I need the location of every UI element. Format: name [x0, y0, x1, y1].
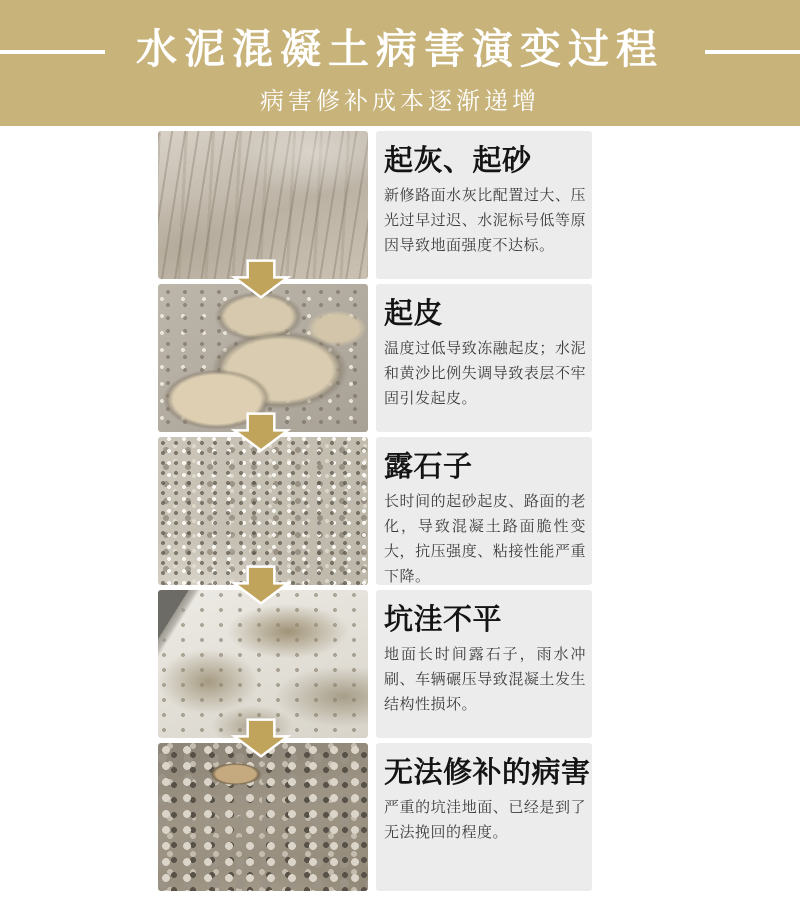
- stage-title: 露石子: [384, 451, 473, 483]
- stage-row-peeling: [158, 284, 592, 432]
- stage-info-card: [376, 743, 592, 891]
- dusting-sanding-concrete-photo: [158, 131, 368, 279]
- stage-title: 起皮: [384, 298, 444, 330]
- stage-description: 温度过低导致冻融起皮；水泥和黄沙比例失调导致表层不牢固引发起皮。: [384, 340, 586, 407]
- stage-info-card: [376, 131, 592, 279]
- stage-row-potholes: [158, 590, 592, 738]
- stage-description: 新修路面水灰比配置过大、压光过早过迟、水泥标号低等原因导致地面强度不达标。: [384, 187, 586, 254]
- down-arrow-icon: [226, 412, 296, 452]
- stage-description: 地面长时间露石子，雨水冲刷、车辆碾压导致混凝土发生结构性损坏。: [384, 646, 586, 713]
- stage-row-exposed-aggregate: [158, 437, 592, 585]
- exposed-aggregate-photo: [158, 437, 368, 585]
- stage-info-card: [376, 284, 592, 432]
- down-arrow-icon: [226, 259, 296, 299]
- stage-description: 长时间的起砂起皮、路面的老化，导致混凝土路面脆性变大，抗压强度、粘接性能严重下降。: [384, 493, 586, 585]
- down-arrow-icon: [226, 718, 296, 758]
- stage-row-dusting-sanding: [158, 131, 592, 279]
- stage-info-card: [376, 437, 592, 585]
- down-arrow-icon: [226, 565, 296, 605]
- stage-info-card: [376, 590, 592, 738]
- irreparable-damage-photo: [158, 743, 368, 891]
- stage-title: 无法修补的病害: [384, 757, 591, 789]
- stage-title: 起灰、起砂: [384, 145, 532, 177]
- header-banner: [0, 0, 800, 126]
- page-title: 水泥混凝土病害演变过程: [136, 26, 664, 72]
- peeling-concrete-photo: [158, 284, 368, 432]
- stage-title: 坑洼不平: [384, 604, 503, 636]
- stage-description: 严重的坑洼地面、已经是到了无法挽回的程度。: [384, 799, 586, 841]
- potholes-uneven-photo: [158, 590, 368, 738]
- page-subtitle: 病害修补成本逐渐递增: [260, 88, 540, 115]
- stage-row-irreparable: [158, 743, 592, 891]
